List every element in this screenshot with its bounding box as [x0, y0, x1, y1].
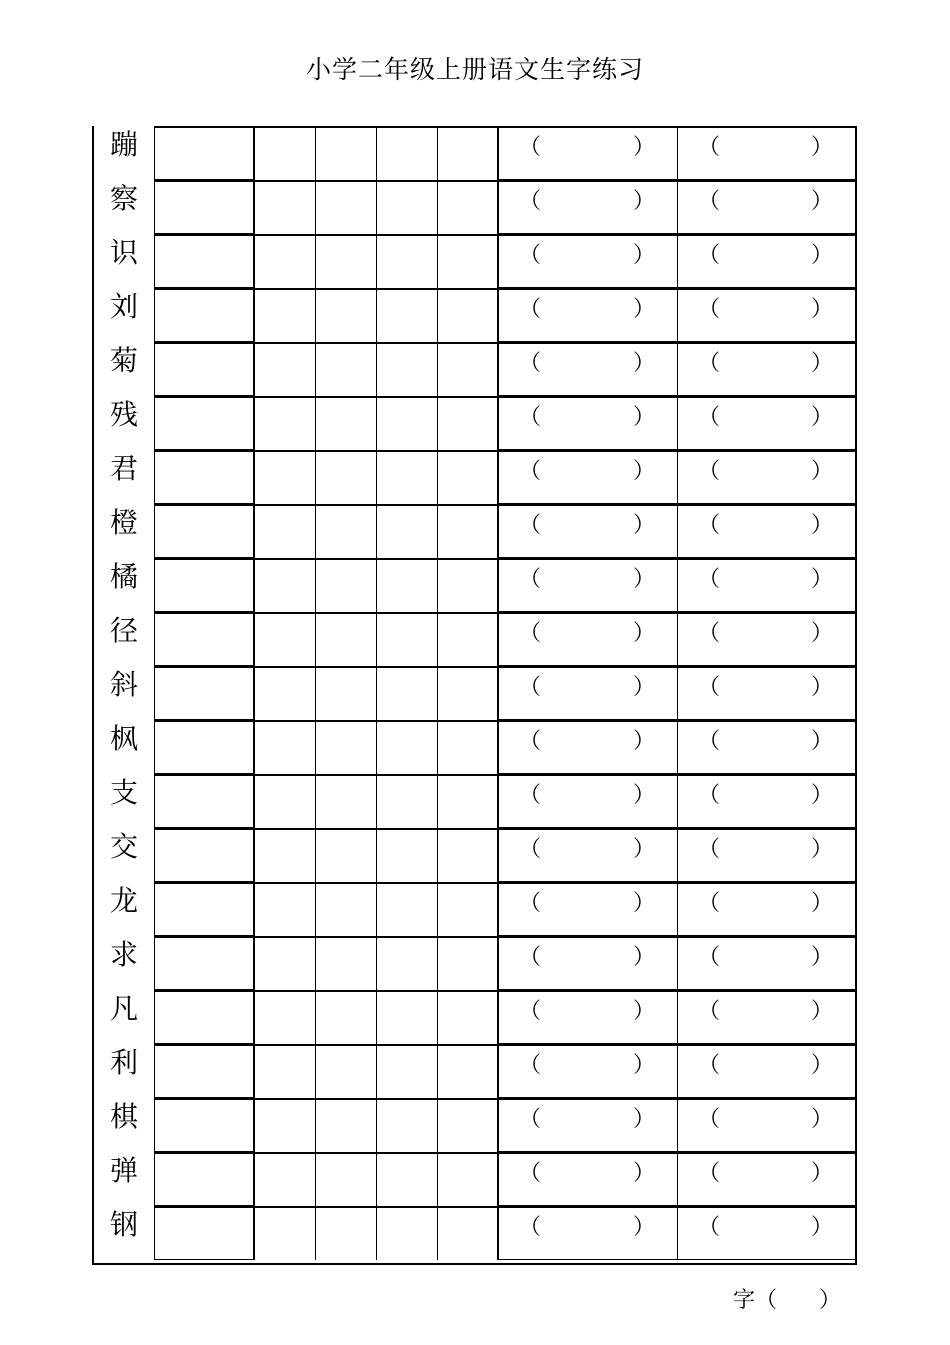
paren-close: ） [810, 621, 833, 646]
pinyin-box[interactable] [154, 1098, 255, 1152]
writing-grid-cell[interactable] [316, 936, 377, 990]
paren-open: （ [698, 405, 721, 430]
paren-close: ） [810, 891, 833, 916]
writing-grid-cell[interactable] [316, 1152, 377, 1206]
word-blank[interactable] [499, 828, 678, 882]
writing-grid-cell[interactable] [377, 126, 438, 180]
paren-close: ） [632, 405, 655, 430]
paren-close: ） [632, 1053, 655, 1078]
word-blank[interactable] [499, 666, 678, 720]
paren-open: （ [698, 297, 721, 322]
writing-grid-cell[interactable] [438, 342, 499, 396]
writing-grid-cell[interactable] [438, 1098, 499, 1152]
writing-grid-cell[interactable] [377, 1098, 438, 1152]
practice-row [94, 558, 855, 612]
writing-grid-cell[interactable] [438, 558, 499, 612]
writing-grid-cell[interactable] [438, 396, 499, 450]
writing-grid-cell[interactable] [377, 882, 438, 936]
paren-open: （ [698, 675, 721, 700]
word-blank[interactable] [499, 990, 678, 1044]
writing-grid-cell[interactable] [316, 666, 377, 720]
character-cell: 利 [109, 1046, 138, 1079]
paren-close: ） [632, 945, 655, 970]
paren-close: ） [810, 783, 833, 808]
paren-close: ） [632, 999, 655, 1024]
writing-grid-cell[interactable] [255, 720, 316, 774]
writing-grid-cell[interactable] [377, 234, 438, 288]
paren-close: ） [632, 1107, 655, 1132]
paren-open: （ [698, 999, 721, 1024]
writing-grid-cell[interactable] [255, 612, 316, 666]
paren-open: （ [519, 1215, 542, 1240]
word-blank[interactable] [678, 1152, 855, 1206]
writing-grid-cell[interactable] [377, 396, 438, 450]
character-cell: 径 [109, 614, 138, 647]
paren-open: （ [698, 1161, 721, 1186]
writing-grid-cell[interactable] [438, 612, 499, 666]
paren-open: （ [698, 621, 721, 646]
writing-grid-cell[interactable] [316, 720, 377, 774]
pinyin-box[interactable] [154, 828, 255, 882]
writing-grid-cell[interactable] [316, 1206, 377, 1260]
pinyin-box[interactable] [154, 882, 255, 936]
pinyin-box[interactable] [154, 234, 255, 288]
writing-grid-cell[interactable] [377, 666, 438, 720]
writing-grid-cell[interactable] [316, 828, 377, 882]
footer-paren-open: （ [755, 1288, 778, 1313]
character-cell: 察 [109, 182, 138, 215]
footer-label: 字 [733, 1288, 756, 1313]
word-blank[interactable] [678, 342, 855, 396]
character-cell: 残 [109, 398, 138, 431]
character-cell: 钢 [109, 1208, 138, 1241]
paren-close: ） [632, 567, 655, 592]
paren-open: （ [698, 1107, 721, 1132]
word-blank[interactable] [499, 396, 678, 450]
word-blank[interactable] [499, 720, 678, 774]
writing-grid-cell[interactable] [316, 1098, 377, 1152]
writing-grid-cell[interactable] [316, 558, 377, 612]
paren-close: ） [810, 513, 833, 538]
writing-grid-cell[interactable] [255, 936, 316, 990]
paren-open: （ [698, 513, 721, 538]
writing-grid-cell[interactable] [438, 990, 499, 1044]
word-blank[interactable] [678, 558, 855, 612]
pinyin-box[interactable] [154, 342, 255, 396]
character-cell: 支 [109, 776, 138, 809]
paren-open: （ [698, 459, 721, 484]
practice-row [94, 1152, 855, 1206]
writing-grid-cell[interactable] [255, 180, 316, 234]
paren-close: ） [632, 351, 655, 376]
word-blank[interactable] [499, 1098, 678, 1152]
practice-row [94, 774, 855, 828]
practice-row [94, 882, 855, 936]
paren-close: ） [810, 675, 833, 700]
writing-grid-cell[interactable] [316, 126, 377, 180]
writing-grid-cell[interactable] [438, 234, 499, 288]
practice-row [94, 180, 855, 234]
pinyin-box[interactable] [154, 720, 255, 774]
writing-grid-cell[interactable] [255, 828, 316, 882]
character-cell: 君 [109, 452, 138, 485]
paren-close: ） [632, 729, 655, 754]
word-blank[interactable] [678, 774, 855, 828]
writing-grid-cell[interactable] [255, 558, 316, 612]
character-cell: 枫 [109, 722, 138, 755]
paren-close: ） [810, 459, 833, 484]
paren-close: ） [810, 351, 833, 376]
writing-grid-cell[interactable] [316, 882, 377, 936]
paren-close: ） [810, 567, 833, 592]
paren-close: ） [632, 459, 655, 484]
paren-close: ） [810, 837, 833, 862]
paren-open: （ [698, 891, 721, 916]
writing-grid-cell[interactable] [438, 180, 499, 234]
character-cell: 橘 [109, 560, 138, 593]
writing-grid-cell[interactable] [377, 1206, 438, 1260]
writing-grid-cell[interactable] [255, 882, 316, 936]
practice-row [94, 720, 855, 774]
paren-open: （ [519, 351, 542, 376]
character-cell: 斜 [109, 668, 138, 701]
word-blank[interactable] [499, 126, 678, 180]
paren-open: （ [519, 243, 542, 268]
practice-row [94, 990, 855, 1044]
paren-open: （ [519, 675, 542, 700]
word-blank[interactable] [499, 558, 678, 612]
writing-grid-cell[interactable] [255, 990, 316, 1044]
practice-row [94, 1206, 855, 1260]
word-blank[interactable] [678, 396, 855, 450]
writing-grid-cell[interactable] [255, 288, 316, 342]
writing-grid-cell[interactable] [377, 342, 438, 396]
paren-open: （ [519, 1053, 542, 1078]
character-cell: 识 [109, 236, 138, 269]
paren-open: （ [519, 891, 542, 916]
writing-grid-cell[interactable] [316, 612, 377, 666]
paren-close: ） [810, 189, 833, 214]
paren-close: ） [632, 1161, 655, 1186]
word-blank[interactable] [499, 1044, 678, 1098]
word-blank[interactable] [499, 342, 678, 396]
practice-row [94, 126, 855, 180]
word-blank[interactable] [499, 774, 678, 828]
writing-grid-cell[interactable] [377, 1152, 438, 1206]
writing-grid-cell[interactable] [255, 666, 316, 720]
writing-grid-cell[interactable] [377, 558, 438, 612]
writing-grid-cell[interactable] [377, 450, 438, 504]
character-cell: 龙 [109, 884, 138, 917]
writing-grid-cell[interactable] [377, 1044, 438, 1098]
paren-open: （ [698, 351, 721, 376]
writing-grid-cell[interactable] [316, 774, 377, 828]
word-blank[interactable] [678, 828, 855, 882]
writing-grid-cell[interactable] [316, 342, 377, 396]
paren-close: ） [632, 243, 655, 268]
word-blank[interactable] [499, 288, 678, 342]
word-blank[interactable] [678, 666, 855, 720]
paren-open: （ [698, 189, 721, 214]
paren-close: ） [632, 1215, 655, 1240]
writing-grid-cell[interactable] [255, 450, 316, 504]
paren-open: （ [698, 135, 721, 160]
character-cell: 橙 [109, 506, 138, 539]
footer-count [733, 1283, 841, 1314]
character-cell: 棋 [109, 1100, 138, 1133]
writing-grid-cell[interactable] [255, 1098, 316, 1152]
word-blank[interactable] [678, 936, 855, 990]
writing-grid-cell[interactable] [438, 774, 499, 828]
writing-grid-cell[interactable] [438, 288, 499, 342]
writing-grid-cell[interactable] [316, 396, 377, 450]
paren-open: （ [519, 405, 542, 430]
paren-open: （ [519, 1107, 542, 1132]
practice-row [94, 666, 855, 720]
paren-open: （ [519, 837, 542, 862]
character-cell: 求 [109, 938, 138, 971]
writing-grid-cell[interactable] [316, 990, 377, 1044]
character-cell: 凡 [109, 992, 138, 1025]
word-blank[interactable] [678, 288, 855, 342]
paren-open: （ [519, 999, 542, 1024]
practice-row [94, 828, 855, 882]
writing-grid-cell[interactable] [377, 774, 438, 828]
practice-row [94, 342, 855, 396]
word-blank[interactable] [678, 450, 855, 504]
writing-grid-cell[interactable] [377, 288, 438, 342]
paren-close: ） [810, 1107, 833, 1132]
pinyin-box[interactable] [154, 1206, 255, 1260]
paren-close: ） [810, 135, 833, 160]
word-blank[interactable] [678, 990, 855, 1044]
word-blank[interactable] [678, 1044, 855, 1098]
word-blank[interactable] [499, 936, 678, 990]
paren-open: （ [519, 945, 542, 970]
writing-grid-cell[interactable] [377, 720, 438, 774]
word-blank[interactable] [678, 1098, 855, 1152]
pinyin-box[interactable] [154, 666, 255, 720]
writing-grid-cell[interactable] [255, 342, 316, 396]
paren-close: ） [810, 945, 833, 970]
paren-open: （ [698, 243, 721, 268]
paren-open: （ [519, 1161, 542, 1186]
writing-grid-cell[interactable] [255, 126, 316, 180]
paren-close: ） [632, 837, 655, 862]
character-cell: 弹 [109, 1154, 138, 1187]
practice-row [94, 1044, 855, 1098]
word-blank[interactable] [678, 180, 855, 234]
paren-open: （ [698, 1053, 721, 1078]
pinyin-box[interactable] [154, 126, 255, 180]
writing-grid-cell[interactable] [377, 936, 438, 990]
writing-grid-cell[interactable] [255, 396, 316, 450]
paren-open: （ [519, 459, 542, 484]
writing-grid-cell[interactable] [316, 450, 377, 504]
paren-open: （ [698, 837, 721, 862]
writing-grid-cell[interactable] [438, 450, 499, 504]
word-blank[interactable] [678, 612, 855, 666]
paren-open: （ [698, 783, 721, 808]
writing-grid-cell[interactable] [438, 1206, 499, 1260]
paren-open: （ [698, 567, 721, 592]
word-blank[interactable] [678, 504, 855, 558]
paren-close: ） [632, 675, 655, 700]
word-blank[interactable] [499, 1152, 678, 1206]
pinyin-box[interactable] [154, 558, 255, 612]
paren-open: （ [519, 297, 542, 322]
paren-close: ） [632, 189, 655, 214]
page-title: 小学二年级上册语文生字练习 [305, 55, 644, 84]
writing-grid-cell[interactable] [377, 180, 438, 234]
footer-paren-close: ） [819, 1288, 842, 1313]
paren-close: ） [632, 783, 655, 808]
writing-grid-cell[interactable] [438, 828, 499, 882]
pinyin-box[interactable] [154, 612, 255, 666]
paren-open: （ [698, 1215, 721, 1240]
paren-close: ） [632, 135, 655, 160]
writing-grid-cell[interactable] [438, 936, 499, 990]
pinyin-box[interactable] [154, 990, 255, 1044]
paren-close: ） [810, 243, 833, 268]
writing-grid-cell[interactable] [316, 1044, 377, 1098]
word-blank[interactable] [678, 1206, 855, 1260]
word-blank[interactable] [499, 180, 678, 234]
writing-grid-cell[interactable] [316, 504, 377, 558]
writing-grid-cell[interactable] [377, 504, 438, 558]
pinyin-box[interactable] [154, 396, 255, 450]
writing-grid-cell[interactable] [438, 720, 499, 774]
pinyin-box[interactable] [154, 774, 255, 828]
paren-close: ） [810, 1053, 833, 1078]
paren-close: ） [632, 513, 655, 538]
paren-open: （ [519, 783, 542, 808]
character-cell: 刘 [109, 290, 138, 323]
word-blank[interactable] [499, 882, 678, 936]
pinyin-box[interactable] [154, 450, 255, 504]
writing-grid-cell[interactable] [255, 1152, 316, 1206]
writing-grid-cell[interactable] [438, 126, 499, 180]
practice-row [94, 234, 855, 288]
word-blank[interactable] [678, 720, 855, 774]
paren-open: （ [698, 945, 721, 970]
word-blank[interactable] [499, 1206, 678, 1260]
word-blank[interactable] [678, 234, 855, 288]
character-cell: 交 [109, 830, 138, 863]
practice-row [94, 1098, 855, 1152]
writing-grid-cell[interactable] [377, 990, 438, 1044]
writing-grid-cell[interactable] [438, 666, 499, 720]
word-blank[interactable] [499, 612, 678, 666]
paren-close: ） [810, 405, 833, 430]
paren-open: （ [519, 513, 542, 538]
writing-grid-cell[interactable] [438, 1152, 499, 1206]
practice-row [94, 450, 855, 504]
paren-open: （ [519, 189, 542, 214]
word-blank[interactable] [499, 450, 678, 504]
writing-grid-cell[interactable] [438, 882, 499, 936]
practice-row [94, 288, 855, 342]
writing-grid-cell[interactable] [255, 1044, 316, 1098]
paren-close: ） [632, 297, 655, 322]
paren-open: （ [519, 621, 542, 646]
practice-row [94, 936, 855, 990]
writing-grid-cell[interactable] [438, 1044, 499, 1098]
writing-grid-cell[interactable] [438, 504, 499, 558]
pinyin-box[interactable] [154, 288, 255, 342]
writing-grid-cell[interactable] [316, 234, 377, 288]
character-cell: 蹦 [109, 128, 138, 161]
pinyin-box[interactable] [154, 936, 255, 990]
paren-close: ） [632, 621, 655, 646]
character-cell: 菊 [109, 344, 138, 377]
paren-close: ） [810, 1215, 833, 1240]
word-blank[interactable] [499, 234, 678, 288]
writing-grid-cell[interactable] [316, 180, 377, 234]
writing-grid-cell[interactable] [255, 504, 316, 558]
practice-row [94, 396, 855, 450]
pinyin-box[interactable] [154, 504, 255, 558]
writing-grid-cell[interactable] [377, 828, 438, 882]
writing-grid-cell[interactable] [255, 774, 316, 828]
practice-table [92, 126, 857, 1265]
practice-row [94, 612, 855, 666]
pinyin-box[interactable] [154, 1152, 255, 1206]
word-blank[interactable] [499, 504, 678, 558]
paren-close: ） [810, 1161, 833, 1186]
word-blank[interactable] [678, 126, 855, 180]
writing-grid-cell[interactable] [255, 1206, 316, 1260]
paren-open: （ [519, 729, 542, 754]
pinyin-box[interactable] [154, 1044, 255, 1098]
writing-grid-cell[interactable] [316, 288, 377, 342]
paren-open: （ [698, 729, 721, 754]
paren-open: （ [519, 567, 542, 592]
pinyin-box[interactable] [154, 180, 255, 234]
paren-close: ） [632, 891, 655, 916]
writing-grid-cell[interactable] [255, 234, 316, 288]
paren-close: ） [810, 999, 833, 1024]
paren-open: （ [519, 135, 542, 160]
practice-row [94, 504, 855, 558]
writing-grid-cell[interactable] [377, 612, 438, 666]
word-blank[interactable] [678, 882, 855, 936]
paren-close: ） [810, 729, 833, 754]
paren-close: ） [810, 297, 833, 322]
